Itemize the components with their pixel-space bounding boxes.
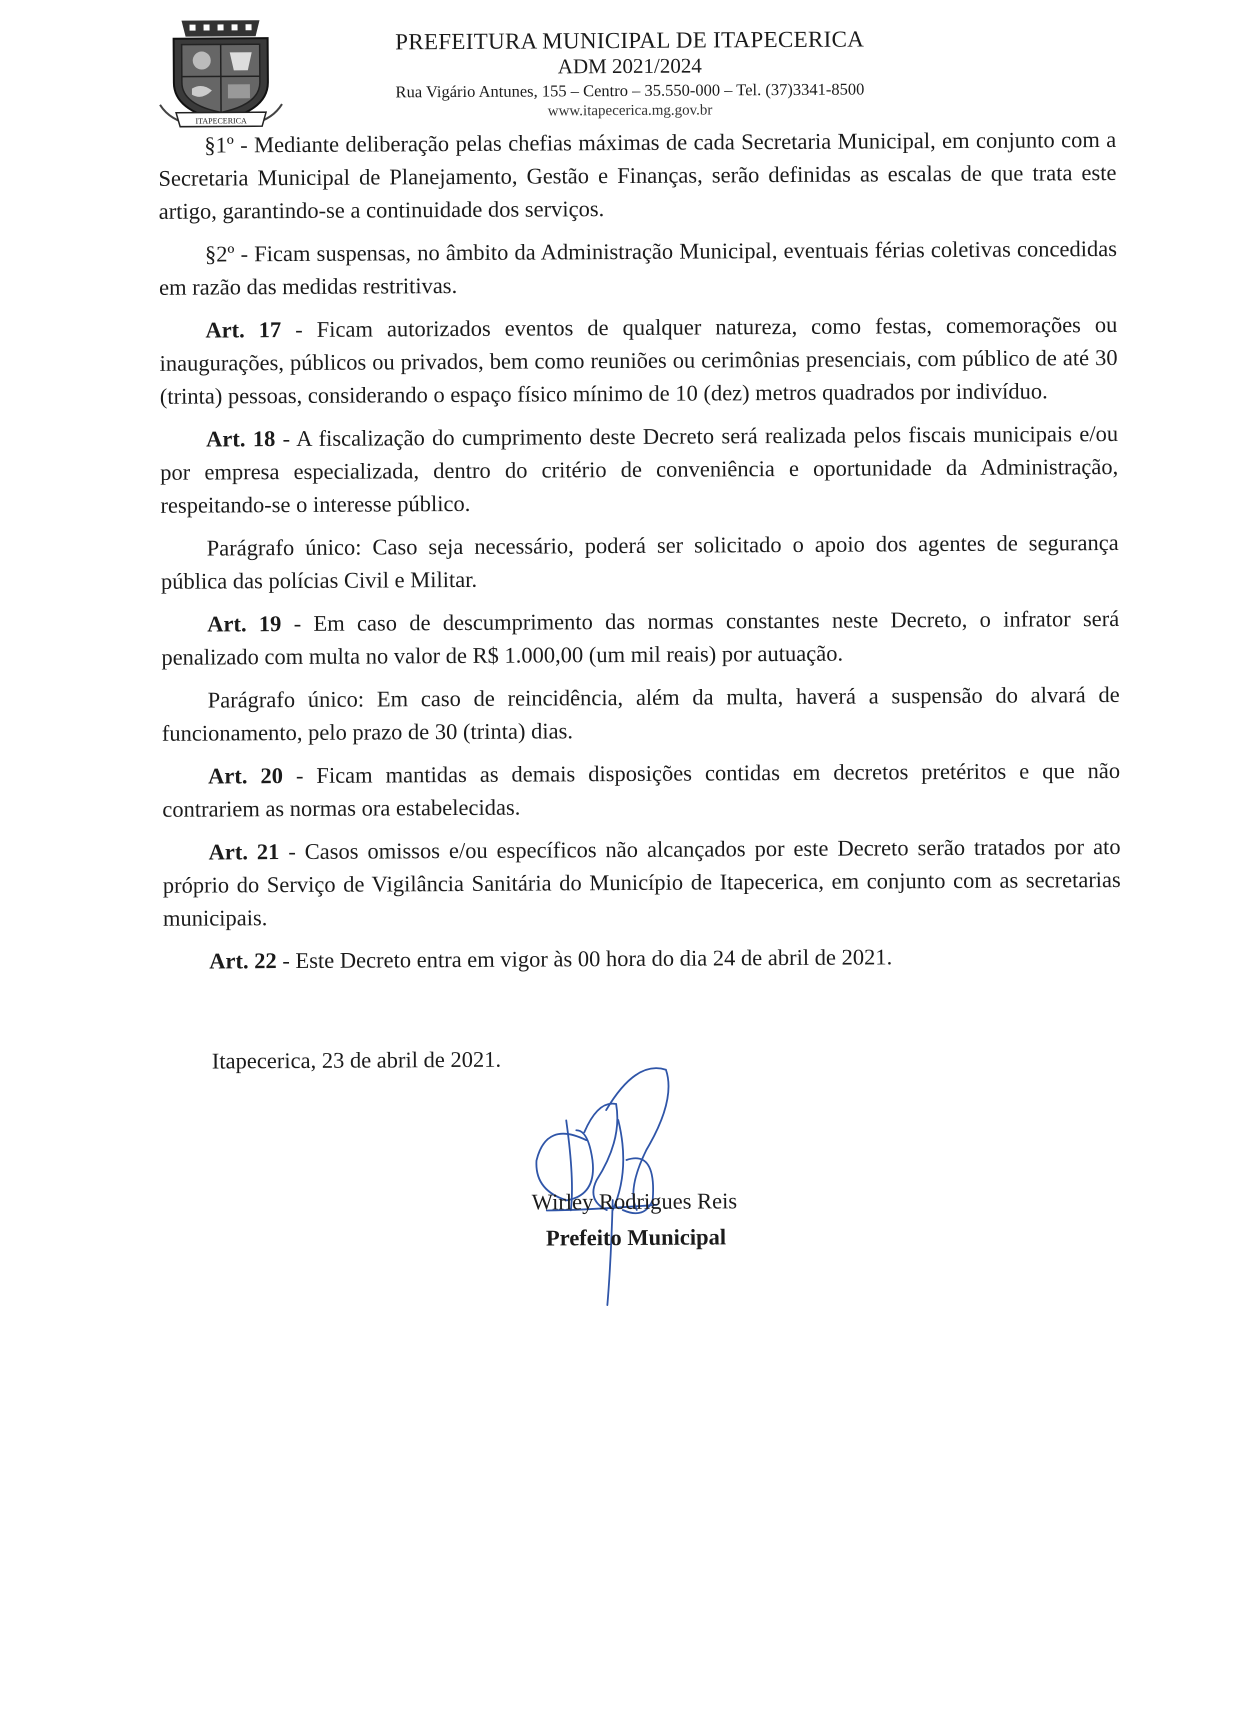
article-21: Art. 21 - Casos omissos e/ou específicos não alcançados por este Decreto serão tratados por ato próprio do Serviço de Vigilância Sanitária do Município de Itapecerica, em conjunto com as secretarias municipais. bbox=[162, 830, 1121, 935]
paragraph-1: §1º - Mediante deliberação pelas chefias máximas de cada Secretaria Municipal, em conjunto com a Secretaria Municipal de Planejamento, Gestão e Finanças, serão definidas as escalas de que trata este artigo, garantindo-se a continuidade dos serviços. bbox=[158, 123, 1117, 228]
article-20: Art. 20 - Ficam mantidas as demais disposições contidas em decretos pretéritos e que não contrariem as normas ora estabelecidas. bbox=[162, 754, 1120, 826]
letterhead-website: www.itapecerica.mg.gov.br bbox=[320, 100, 940, 122]
signatory-name: Wirley Rodrigues Reis bbox=[532, 1183, 792, 1221]
article-19: Art. 19 - Em caso de descumprimento das normas constantes neste Decreto, o infrator será penalizado com multa no valor de R$ 1.000,00 (um mil reais) por autuação. bbox=[161, 602, 1119, 674]
coat-of-arms-icon bbox=[151, 12, 290, 131]
paragraph-2: §2º - Ficam suspensas, no âmbito da Administração Municipal, eventuais férias coletivas concedidas em razão das medidas restritivas. bbox=[159, 232, 1117, 304]
signatory-role: Prefeito Municipal bbox=[532, 1219, 792, 1257]
article-22: Art. 22 - Este Decreto entra em vigor às 00 hora do dia 24 de abril de 2021. bbox=[163, 939, 1121, 978]
decree-body bbox=[158, 123, 1121, 988]
signatory-block bbox=[532, 1183, 792, 1257]
svg-text:ITAPECERICA: ITAPECERICA bbox=[195, 116, 247, 125]
letterhead bbox=[320, 26, 941, 122]
article-18-sole-paragraph: Parágrafo único: Caso seja necessário, poderá ser solicitado o apoio dos agentes de segurança pública das polícias Civil e Militar. bbox=[161, 526, 1119, 598]
date-line: Itapecerica, 23 de abril de 2021. bbox=[212, 1047, 501, 1075]
letterhead-address: Rua Vigário Antunes, 155 – Centro – 35.550-000 – Tel. (37)3341-8500 bbox=[320, 78, 940, 104]
article-17: Art. 17 - Ficam autorizados eventos de qualquer natureza, como festas, comemorações ou inaugurações, públicos ou privados, bem como reuniões ou cerimônias presenciais, com público de até 30 (trinta) pessoas, considerando o espaço físico mínimo de 10 (dez) metros quadrados por indivíduo. bbox=[159, 308, 1118, 413]
article-19-sole-paragraph: Parágrafo único: Em caso de reincidência, além da multa, haverá a suspensão do alvará de funcionamento, pelo prazo de 30 (trinta) dias. bbox=[162, 678, 1120, 750]
letterhead-administration: ADM 2021/2024 bbox=[320, 52, 940, 80]
letterhead-title: PREFEITURA MUNICIPAL DE ITAPECERICA bbox=[320, 26, 940, 56]
article-18: Art. 18 - A fiscalização do cumprimento deste Decreto será realizada pelos fiscais municipais e/ou por empresa especializada, dentro do critério de conveniência e oportunidade da Administração, respeitando-se o interesse público. bbox=[160, 417, 1119, 522]
